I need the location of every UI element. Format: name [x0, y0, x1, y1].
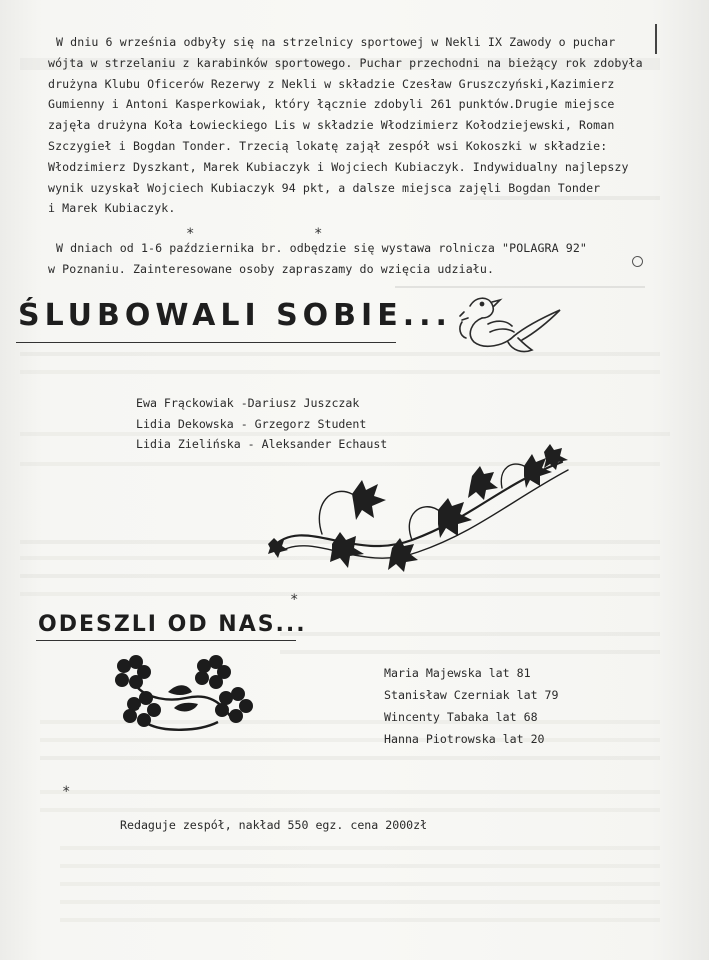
- wedding-section-heading: ŚLUBOWALI SOBIE...: [18, 298, 452, 333]
- paragraph-line: Włodzimierz Dyszkant, Marek Kubiaczyk i Wojciech Kubiaczyk. Indywidualny najlepszy: [48, 159, 629, 174]
- deceased-entry: Stanisław Czerniak lat 79: [384, 688, 559, 702]
- deceased-entry: Maria Majewska lat 81: [384, 666, 531, 680]
- obituary-section-heading: ODESZLI OD NAS...: [38, 612, 307, 637]
- paragraph-line: W dniach od 1-6 października br. odbędzie się wystawa rolnicza "POLAGRA 92": [56, 241, 588, 255]
- paragraph-line: Gumienny i Antoni Kasperkowiak, który łącznie zdobyli 261 punktów.Drugie miejsce: [48, 97, 615, 112]
- paragraph-line: wójta w strzelaniu z karabinków sportowego. Puchar przechodni na bieżący rok zdobyła: [48, 55, 643, 70]
- deceased-entry: Wincenty Tabaka lat 68: [384, 710, 538, 724]
- paragraph-line: i Marek Kubiaczyk.: [48, 201, 176, 216]
- couple-entry: Lidia Zielińska - Aleksander Echaust: [136, 437, 388, 451]
- paragraph-line: wynik uzyskał Wojciech Kubiaczyk 94 pkt, a dalsze miejsca zajęli Bogdan Tonder: [48, 180, 601, 195]
- paragraph-line: drużyna Klubu Oficerów Rezerwy z Nekli w składzie Czesław Gruszczyński,Kazimierz: [48, 76, 615, 91]
- asterisk-mark: *: [314, 226, 323, 242]
- punch-hole-mark: [632, 256, 643, 267]
- paragraph-line: W dniu 6 września odbyły się na strzelnicy sportowej w Nekli IX Zawody o puchar: [56, 35, 616, 49]
- flowers-illustration: [108, 652, 268, 738]
- paragraph-line: Szczygieł i Bogdan Tonder. Trzecią lokatę zajął zespół wsi Kokoszki w składzie:: [48, 138, 608, 153]
- heading-underline: [16, 342, 396, 343]
- asterisk-mark: *: [290, 592, 299, 608]
- page-edge-mark: [655, 24, 657, 54]
- asterisk-mark: *: [62, 784, 71, 800]
- heading-underline: [36, 640, 296, 641]
- bird-illustration: [452, 292, 572, 360]
- polagra-exhibition-paragraph: [48, 238, 608, 280]
- floral-vine-ornament: [262, 444, 592, 580]
- asterisk-mark: *: [186, 226, 195, 242]
- editorial-footer: Redaguje zespół, nakład 550 egz. cena 2000zł: [120, 818, 428, 832]
- paragraph-line: w Poznaniu. Zainteresowane osoby zapraszamy do wzięcia udziału.: [48, 261, 495, 276]
- deceased-list: [384, 662, 559, 750]
- couple-entry: Ewa Frąckowiak -Dariusz Juszczak: [136, 396, 360, 410]
- deceased-entry: Hanna Piotrowska lat 20: [384, 732, 545, 746]
- paragraph-line: zajęła drużyna Koła Łowieckiego Lis w składzie Włodzimierz Kołodziejewski, Roman: [48, 118, 615, 133]
- couple-entry: Lidia Dekowska - Grzegorz Student: [136, 416, 367, 431]
- shooting-competition-paragraph: [48, 32, 643, 219]
